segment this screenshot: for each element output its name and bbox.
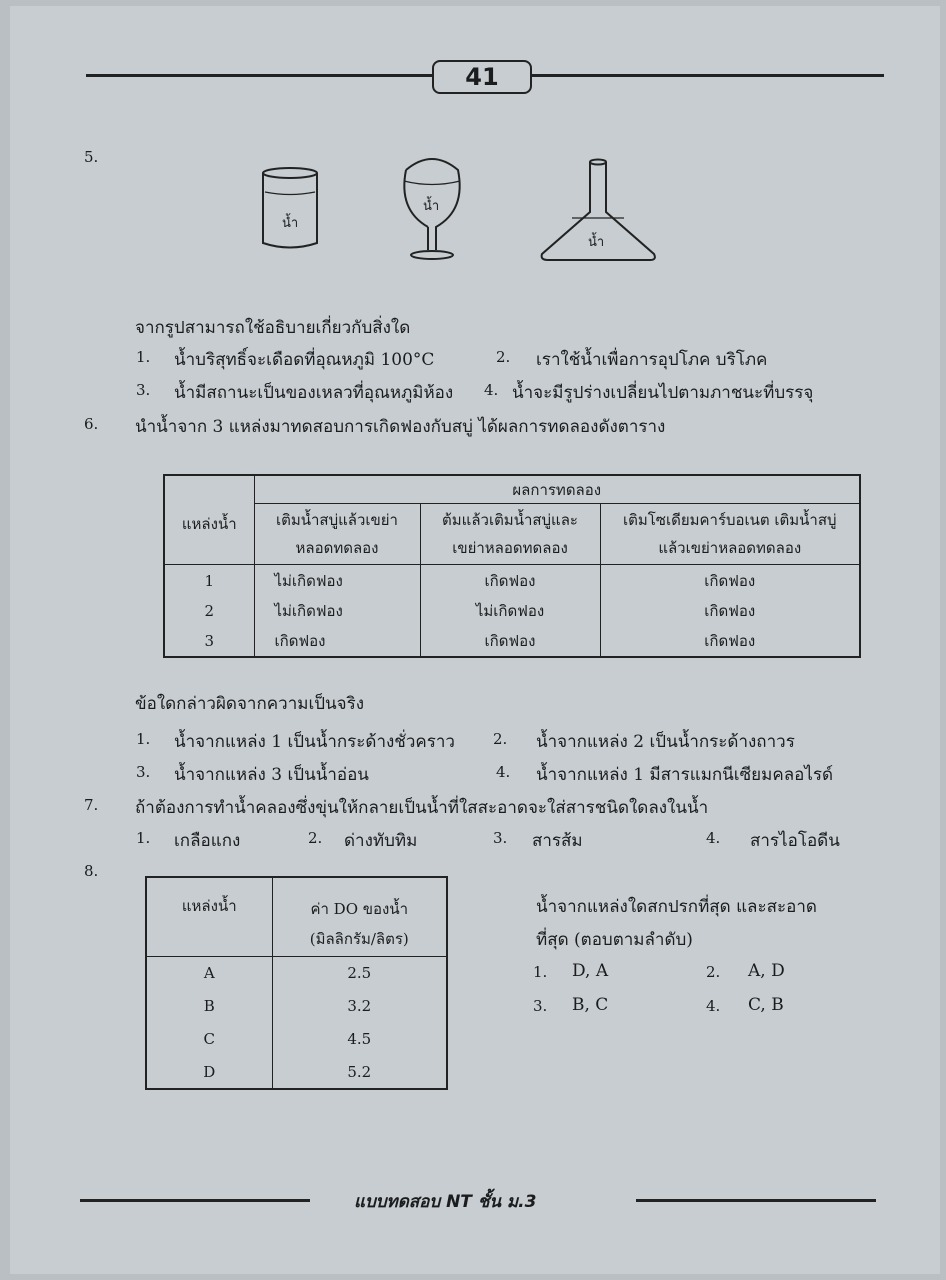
q5-choice-2: เราใช้น้ำเพื่อการอุปโภค บริโภค xyxy=(536,350,768,370)
q6-subheader-1: เติมน้ำสบู่แล้วเขย่า หลอดทดลอง xyxy=(254,504,420,565)
q7-choice-3-num: 3. xyxy=(493,829,508,847)
q7-choice-2: ด่างทับทิม xyxy=(344,831,418,851)
q7-choice-1: เกลือแกง xyxy=(174,831,241,851)
q6-choice-4-num: 4. xyxy=(496,763,511,781)
q7-choice-3: สารส้ม xyxy=(532,831,583,851)
q6-choice-3-num: 3. xyxy=(136,763,151,781)
q8-choice-1-num: 1. xyxy=(533,963,548,981)
q6-question: ข้อใดกล่าวผิดจากความเป็นจริง xyxy=(135,694,365,714)
q5-choice-3-num: 3. xyxy=(136,381,151,399)
q8-choice-3: B, C xyxy=(572,995,609,1015)
q8-choice-2: A, D xyxy=(748,961,785,981)
q6-choice-2: น้ำจากแหล่ง 2 เป็นน้ำกระด้างถาวร xyxy=(536,732,795,752)
beaker-icon xyxy=(263,168,317,248)
q8-choice-4: C, B xyxy=(748,995,784,1015)
q6-number: 6. xyxy=(84,415,99,433)
q6-subheader-3: เติมโซเดียมคาร์บอเนต เติมน้ำสบู่ แล้วเขย่าหลอดทดลอง xyxy=(600,504,860,565)
q7-choice-1-num: 1. xyxy=(136,829,151,847)
footer-rule-left xyxy=(80,1199,310,1202)
q8-question-line1: น้ำจากแหล่งใดสกปรกที่สุด และสะอาด xyxy=(536,897,817,917)
q6-choice-2-num: 2. xyxy=(493,730,508,748)
q5-choice-2-num: 2. xyxy=(496,348,511,366)
q5-choice-1: น้ำบริสุทธิ์จะเดือดที่อุณหภูมิ 100°C xyxy=(174,350,435,370)
q8-header-do: ค่า DO ของน้ำ (มิลลิกรัม/ลิตร) xyxy=(272,877,447,956)
q7-stem: ถ้าต้องการทำน้ำคลองซึ่งขุ่นให้กลายเป็นน้ำที่ใสสะอาดจะใส่สารชนิดใดลงในน้ำ xyxy=(135,798,709,818)
q6-stem: นำน้ำจาก 3 แหล่งมาทดสอบการเกิดฟองกับสบู่ ได้ผลการทดลองดังตาราง xyxy=(135,417,666,437)
q5-choice-1-num: 1. xyxy=(136,348,151,366)
q8-header-source: แหล่งน้ำ xyxy=(146,877,272,956)
q6-choice-1: น้ำจากแหล่ง 1 เป็นน้ำกระด้างชั่วคราว xyxy=(174,732,455,752)
table-row: D 5.2 xyxy=(146,1056,447,1089)
q7-choice-4: สารไอโอดีน xyxy=(750,831,840,851)
q5-choice-3: น้ำมีสถานะเป็นของเหลวที่อุณหภูมิห้อง xyxy=(174,383,454,403)
q6-results-table xyxy=(163,474,861,658)
q8-choice-3-num: 3. xyxy=(533,997,548,1015)
table-row: B 3.2 xyxy=(146,989,447,1022)
q6-subheader-2: ต้มแล้วเติมน้ำสบู่และ เขย่าหลอดทดลอง xyxy=(420,504,600,565)
q8-choice-2-num: 2. xyxy=(706,963,721,981)
q7-number: 7. xyxy=(84,796,99,814)
q8-choice-1: D, A xyxy=(572,961,609,981)
q8-do-table xyxy=(145,876,448,1090)
q8-choice-4-num: 4. xyxy=(706,997,721,1015)
q7-choice-4-num: 4. xyxy=(706,829,721,847)
q5-choice-4-num: 4. xyxy=(484,381,499,399)
table-row: C 4.5 xyxy=(146,1023,447,1056)
beaker-label: น้ำ xyxy=(282,216,299,231)
footer-title: แบบทดสอบ NT ชั้น ม.3 xyxy=(354,1192,537,1212)
q8-number: 8. xyxy=(84,862,99,880)
page-number: 41 xyxy=(432,60,532,94)
table-row: 3 เกิดฟอง เกิดฟอง เกิดฟอง xyxy=(164,626,860,657)
q6-choice-3: น้ำจากแหล่ง 3 เป็นน้ำอ่อน xyxy=(174,765,369,785)
table-row: A 2.5 xyxy=(146,956,447,989)
q6-choice-4: น้ำจากแหล่ง 1 มีสารแมกนีเซียมคลอไรด์ xyxy=(536,765,834,785)
wine-glass-label: น้ำ xyxy=(423,199,440,214)
flask-label: น้ำ xyxy=(588,235,605,250)
q6-choice-1-num: 1. xyxy=(136,730,151,748)
q5-question: จากรูปสามารถใช้อธิบายเกี่ยวกับสิ่งใด xyxy=(135,318,411,338)
q8-question-line2: ที่สุด (ตอบตามลำดับ) xyxy=(536,930,693,950)
q6-header-result: ผลการทดลอง xyxy=(254,475,860,504)
q6-header-source: แหล่งน้ำ xyxy=(164,475,254,565)
q7-choice-2-num: 2. xyxy=(308,829,323,847)
footer-rule-right xyxy=(636,1199,876,1202)
q5-number: 5. xyxy=(84,148,99,166)
q5-choice-4: น้ำจะมีรูปร่างเปลี่ยนไปตามภาชนะที่บรรจุ xyxy=(512,383,814,403)
table-row: 2 ไม่เกิดฟอง ไม่เกิดฟอง เกิดฟอง xyxy=(164,596,860,627)
table-row: 1 ไม่เกิดฟอง เกิดฟอง เกิดฟอง xyxy=(164,565,860,596)
q5-illustration xyxy=(0,0,946,300)
